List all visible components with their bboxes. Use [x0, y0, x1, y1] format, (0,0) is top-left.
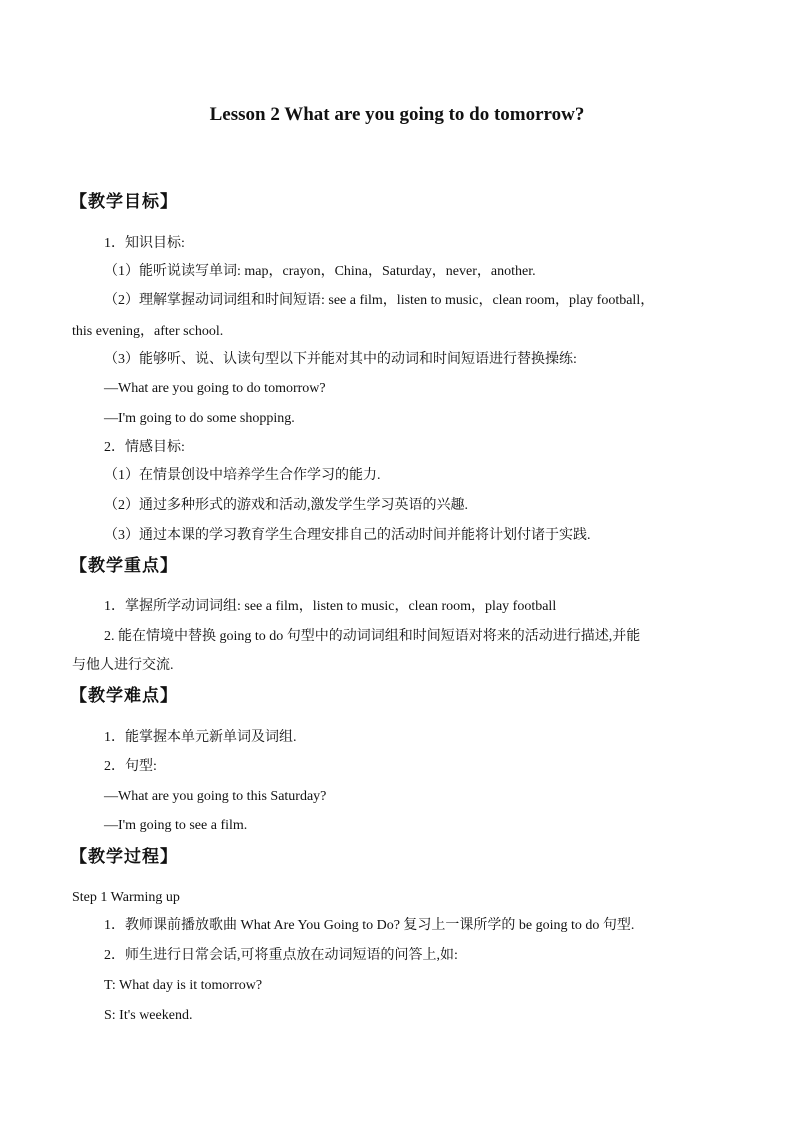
objective-line-2: （1）能听说读写单词: map，crayon，China，Saturday，never，another.: [104, 264, 536, 279]
process-line-3: 2．师生进行日常会话,可将重点放在动词短语的问答上,如:: [104, 948, 458, 963]
objective-line-6: —What are you going to do tomorrow?: [104, 381, 326, 396]
page-title: Lesson 2 What are you going to do tomorrow?: [209, 104, 585, 125]
process-line-2: 1．教师课前播放歌曲 What Are You Going to Do? 复习上一课所学的 be going to do 句型.: [104, 918, 635, 933]
objective-line-10: （2）通过多种形式的游戏和活动,激发学生学习英语的兴趣.: [104, 498, 468, 513]
process-line-4: T: What day is it tomorrow?: [104, 978, 263, 993]
objective-line-4: this evening，after school.: [72, 324, 224, 339]
key-point-line-1: 1．掌握所学动词词组: see a film，listen to music，clean room，play football: [104, 599, 557, 614]
process-line-5: S: It's weekend.: [104, 1008, 193, 1023]
process-line-1: Step 1 Warming up: [72, 890, 180, 905]
section-heading-process: 【教学过程】: [70, 847, 178, 867]
key-point-line-3: 与他人进行交流.: [72, 658, 174, 673]
section-heading-difficulties: 【教学难点】: [70, 686, 178, 706]
objective-line-11: （3）通过本课的学习教育学生合理安排自己的活动时间并能将计划付诸于实践.: [104, 528, 591, 543]
objective-line-3: （2）理解掌握动词词组和时间短语: see a film，listen to music，clean room，play football，: [104, 293, 655, 308]
objective-line-9: （1）在情景创设中培养学生合作学习的能力.: [104, 468, 381, 483]
key-point-line-2: 2. 能在情境中替换 going to do 句型中的动词词组和时间短语对将来的活动进行描述,并能: [104, 629, 641, 644]
difficulty-line-4: —I'm going to see a film.: [104, 818, 248, 833]
difficulty-line-3: —What are you going to this Saturday?: [104, 789, 327, 804]
objective-line-1: 1．知识目标:: [104, 236, 185, 251]
difficulty-line-1: 1．能掌握本单元新单词及词组.: [104, 730, 297, 745]
section-heading-key-points: 【教学重点】: [70, 556, 178, 576]
section-heading-objectives: 【教学目标】: [70, 192, 178, 212]
objective-line-8: 2．情感目标:: [104, 440, 185, 455]
objective-line-5: （3）能够听、说、认读句型以下并能对其中的动词和时间短语进行替换操练:: [104, 352, 577, 367]
difficulty-line-2: 2．句型:: [104, 759, 157, 774]
objective-line-7: —I'm going to do some shopping.: [104, 411, 295, 426]
